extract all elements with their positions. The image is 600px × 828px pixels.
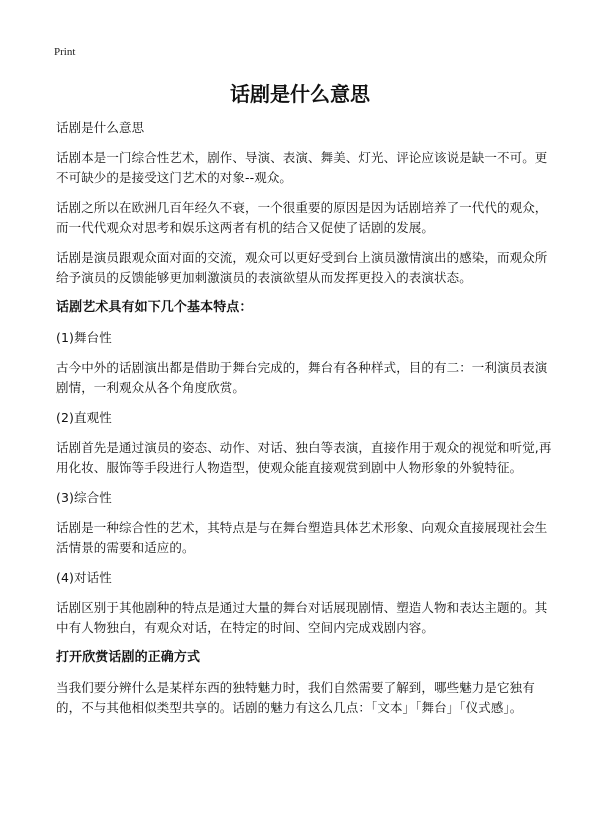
intro-heading: 话剧是什么意思 [56, 120, 145, 135]
feature-text: 话剧是一种综合性的艺术，其特点是与在舞台塑造具体艺术形象、向观众直接展现社会生活情景的需要和适应的。 [56, 520, 548, 555]
paragraph: 话剧之所以在欧洲几百年经久不衰，一个很重要的原因是因为话剧培养了一代代的观众，而一代代观众对思考和娱乐这两者有机的结合又促使了话剧的发展。 [56, 200, 548, 235]
feature-text: 话剧区别于其他剧种的特点是通过大量的舞台对话展现剧情、塑造人物和表达主题的。其中有人物独白，有观众对话，在特定的时间、空间内完成戏剧内容。 [56, 600, 548, 635]
feature-text: 话剧首先是通过演员的姿态、动作、对话、独白等表演，直接作用于观众的视觉和听觉,再用化妆、服饰等手段进行人物造型，使观众能直接观赏到剧中人物形象的外貌特征。 [56, 440, 552, 475]
paragraph: 话剧本是一门综合性艺术，剧作、导演、表演、舞美、灯光、评论应该说是缺一不可。更不可缺少的是接受这门艺术的对象--观众。 [56, 150, 548, 185]
article-body [56, 118, 556, 728]
feature-text: 古今中外的话剧演出都是借助于舞台完成的，舞台有各种样式，目的有二：一利演员表演剧情，一利观众从各个角度欣赏。 [56, 360, 548, 395]
feature-label: (4)对话性 [56, 570, 112, 585]
feature-label: (1)舞台性 [56, 330, 112, 345]
features-heading: 话剧艺术具有如下几个基本特点： [56, 300, 253, 315]
appreciation-heading: 打开欣赏话剧的正确方式 [56, 650, 201, 665]
feature-label: (3)综合性 [56, 490, 112, 505]
paragraph: 话剧是演员跟观众面对面的交流，观众可以更好受到台上演员激情演出的感染，而观众所给予演员的反馈能够更加刺激演员的表演欲望从而发挥更投入的表演状态。 [56, 250, 548, 285]
appreciation-text: 当我们要分辨什么是某样东西的独特魅力时，我们自然需要了解到，哪些魅力是它独有的，不与其他相似类型共享的。话剧的魅力有这么几点：「文本」「舞台」「仪式感」。 [56, 680, 535, 715]
page-title: 话剧是什么意思 [230, 82, 370, 106]
feature-label: (2)直观性 [56, 410, 112, 425]
print-link[interactable]: Print [54, 46, 76, 58]
